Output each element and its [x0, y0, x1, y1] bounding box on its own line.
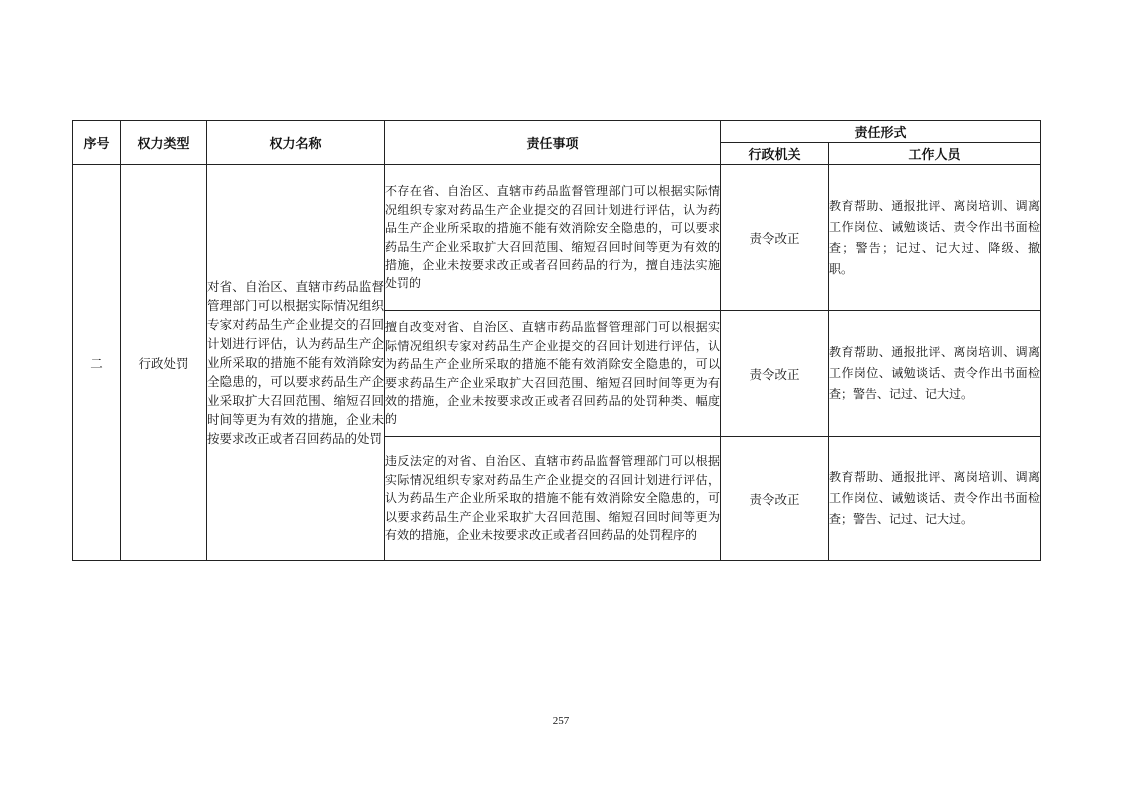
cell-power-name: 对省、自治区、直辖市药品监督管理部门可以根据实际情况组织专家对药品生产企业提交的召回计划进行评估，认为药品生产企业所采取的措施不能有效消除安全隐患的，可以要求药品生产企业采取扩大召回范围、缩短召回时间等更为有效的措施，企业未按要求改正或者召回药品的处罚 [207, 165, 385, 561]
header-seq: 序号 [73, 121, 121, 165]
cell-seq: 二 [73, 165, 121, 561]
header-responsibility-items: 责任事项 [385, 121, 721, 165]
header-power-type: 权力类型 [121, 121, 207, 165]
cell-staff: 教育帮助、通报批评、离岗培训、调离工作岗位、诫勉谈话、责令作出书面检查；警告；记过、记大过、降级、撤职。 [829, 165, 1041, 311]
header-responsibility-form: 责任形式 [721, 121, 1041, 143]
cell-responsibility-item: 擅自改变对省、自治区、直辖市药品监督管理部门可以根据实际情况组织专家对药品生产企业提交的召回计划进行评估，认为药品生产企业所采取的措施不能有效消除安全隐患的，可以要求药品生产企业采取扩大召回范围、缩短召回时间等更为有效的措施，企业未按要求改正或者召回药品的处罚种类、幅度的 [385, 311, 721, 437]
responsibility-table [72, 120, 1041, 561]
table-row [73, 165, 1041, 311]
cell-admin-organ: 责令改正 [721, 311, 829, 437]
cell-responsibility-item: 违反法定的对省、自治区、直辖市药品监督管理部门可以根据实际情况组织专家对药品生产企业提交的召回计划进行评估，认为药品生产企业所采取的措施不能有效消除安全隐患的，可以要求药品生产企业采取扩大召回范围、缩短召回时间等更为有效的措施，企业未按要求改正或者召回药品的处罚程序的 [385, 437, 721, 561]
cell-responsibility-item: 不存在省、自治区、直辖市药品监督管理部门可以根据实际情况组织专家对药品生产企业提交的召回计划进行评估，认为药品生产企业所采取的措施不能有效消除安全隐患的，可以要求药品生产企业采取扩大召回范围、缩短召回时间等更为有效的措施，企业未按要求改正或者召回药品的行为，擅自违法实施处罚的 [385, 165, 721, 311]
cell-power-type: 行政处罚 [121, 165, 207, 561]
header-admin-organ: 行政机关 [721, 143, 829, 165]
page-number: 257 [552, 715, 570, 727]
header-power-name: 权力名称 [207, 121, 385, 165]
cell-admin-organ: 责令改正 [721, 165, 829, 311]
header-staff: 工作人员 [829, 143, 1041, 165]
cell-staff: 教育帮助、通报批评、离岗培训、调离工作岗位、诫勉谈话、责令作出书面检查；警告、记过、记大过。 [829, 437, 1041, 561]
cell-admin-organ: 责令改正 [721, 437, 829, 561]
cell-staff: 教育帮助、通报批评、离岗培训、调离工作岗位、诫勉谈话、责令作出书面检查；警告、记过、记大过。 [829, 311, 1041, 437]
